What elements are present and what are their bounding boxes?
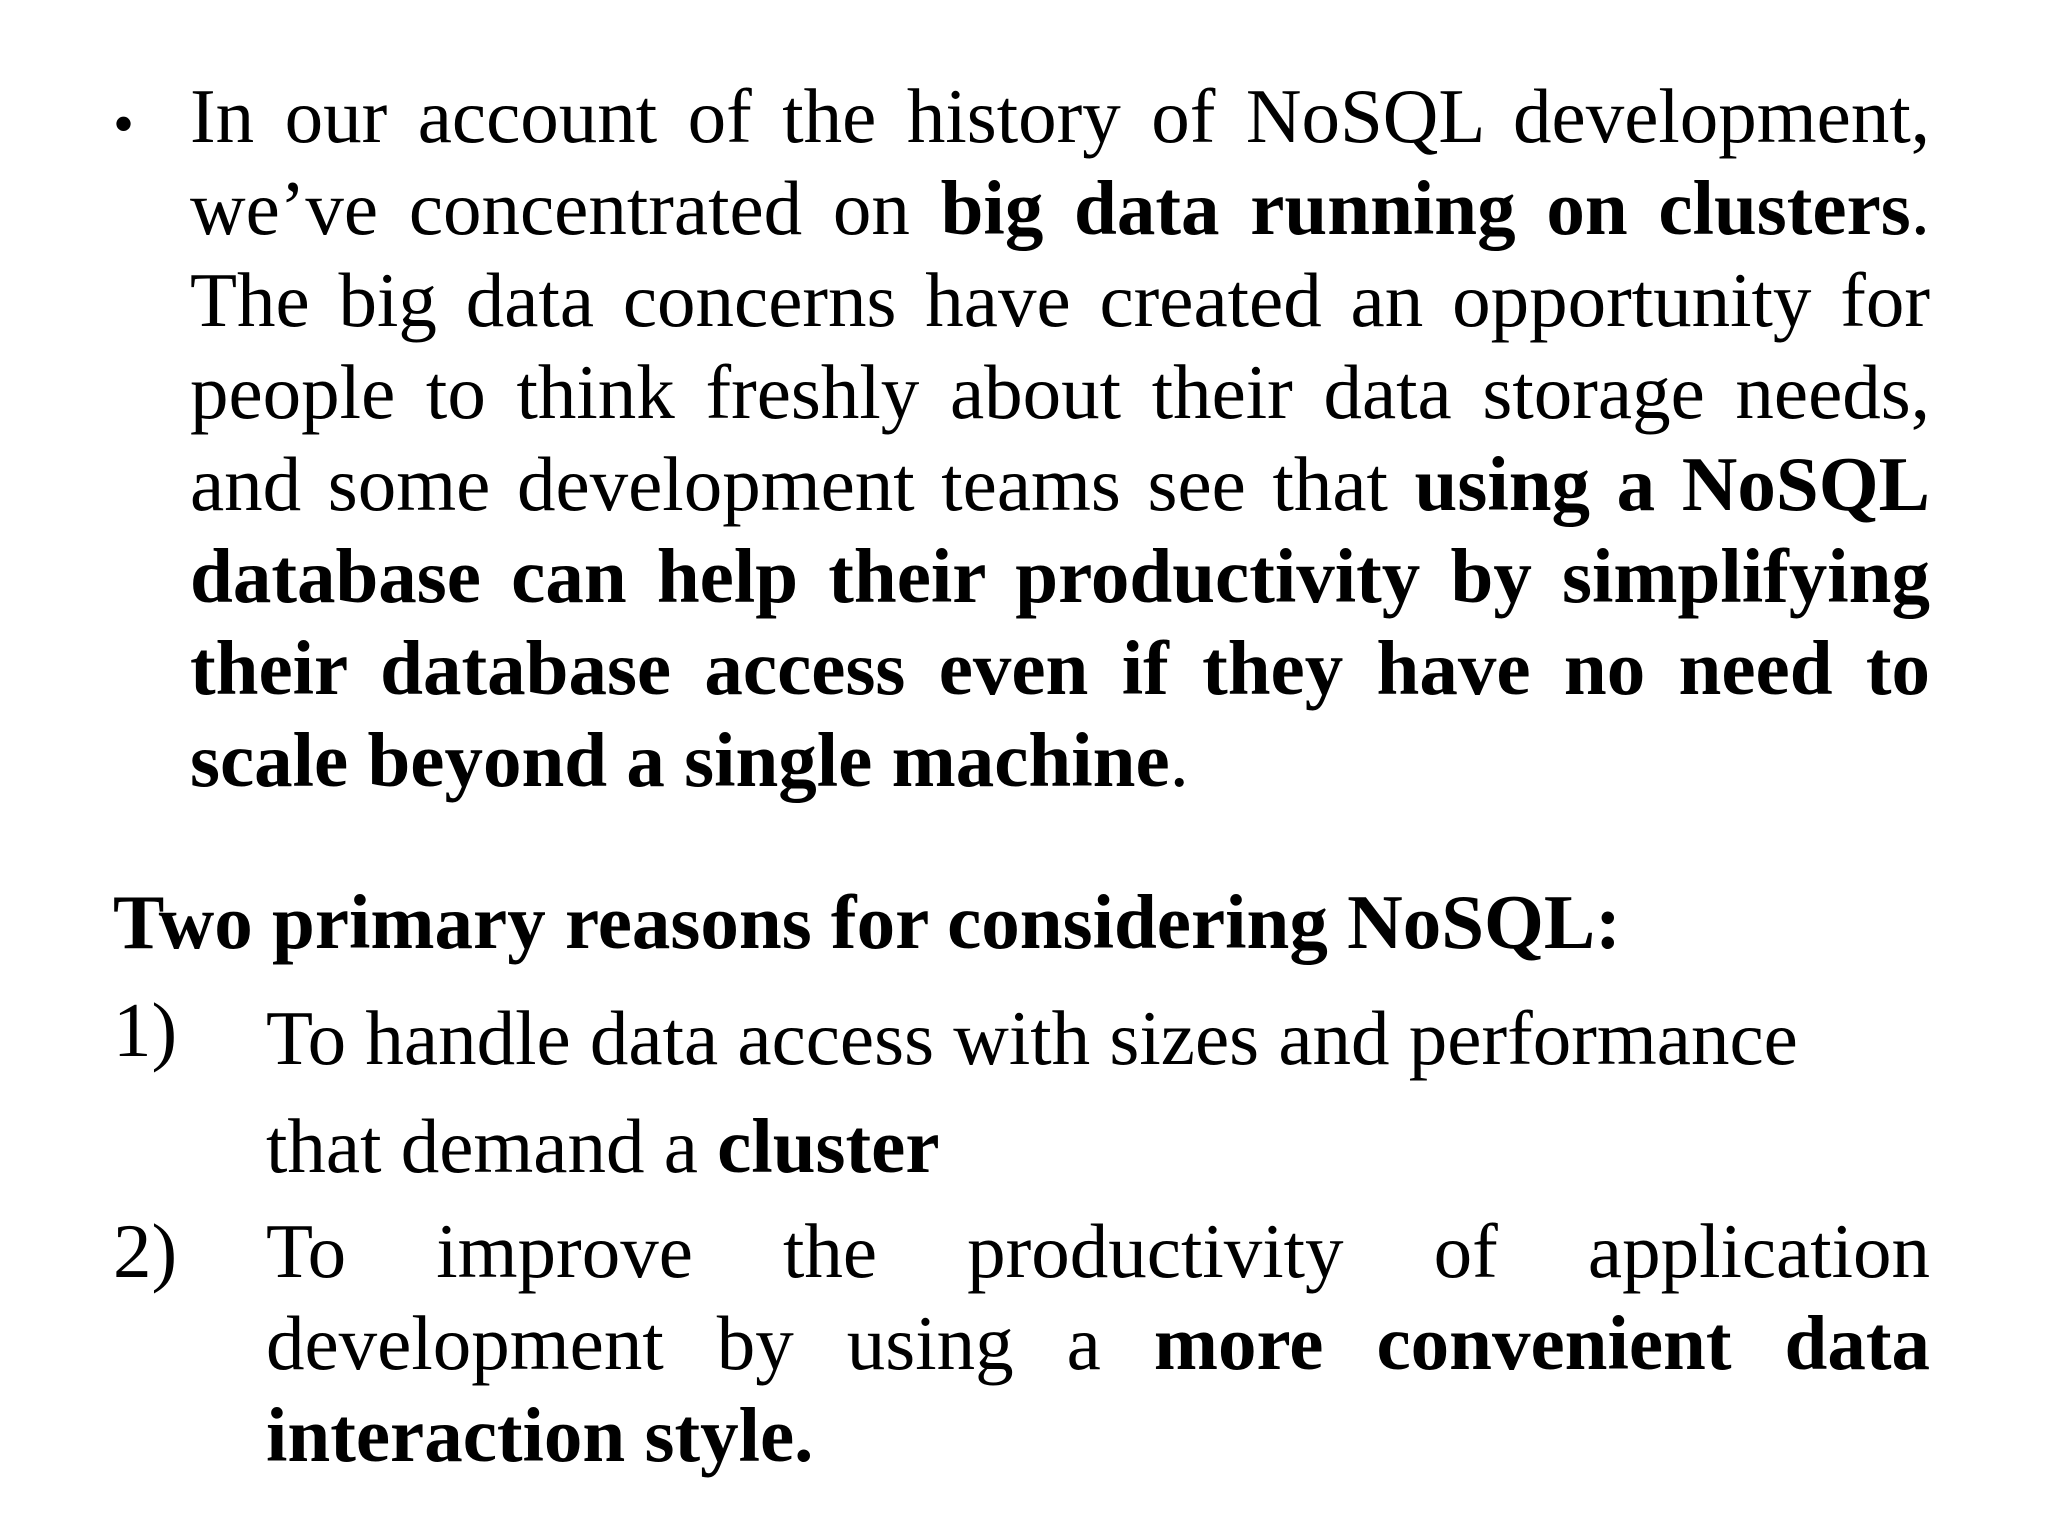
intro-bold-clusters: big data running on clusters [940,165,1911,251]
reason-text-2 [266,1205,1930,1481]
intro-paragraph [190,70,1930,806]
reason-1-bold: cluster [717,1103,940,1189]
reason-text-1 [266,984,1866,1200]
reason-2-text: To improve the productivity of application development by using a [266,1208,1930,1386]
reason-number-1: 1) [113,987,178,1073]
intro-text-part-2: . The big data concerns have created an opportunity for people to think freshly about their data storage needs, and some development teams see that [190,165,1930,527]
reasons-heading: Two primary reasons for considering NoSQL: [113,879,1621,965]
bullet-marker: • [113,91,135,157]
reason-1-text: To handle data access with sizes and performance that demand a [266,995,1798,1189]
intro-text-part-1: In our account of the history of NoSQL development, we’ve concentrated on [190,73,1930,251]
intro-text-part-3: . [1169,717,1189,803]
reason-2-bold: more convenient data interaction style. [266,1300,1930,1478]
intro-bold-productivity: using a NoSQL database can help their productivity by simplifying their database access even if they have no need to scale beyond a single machine [190,441,1930,803]
reason-number-2: 2) [113,1208,178,1294]
